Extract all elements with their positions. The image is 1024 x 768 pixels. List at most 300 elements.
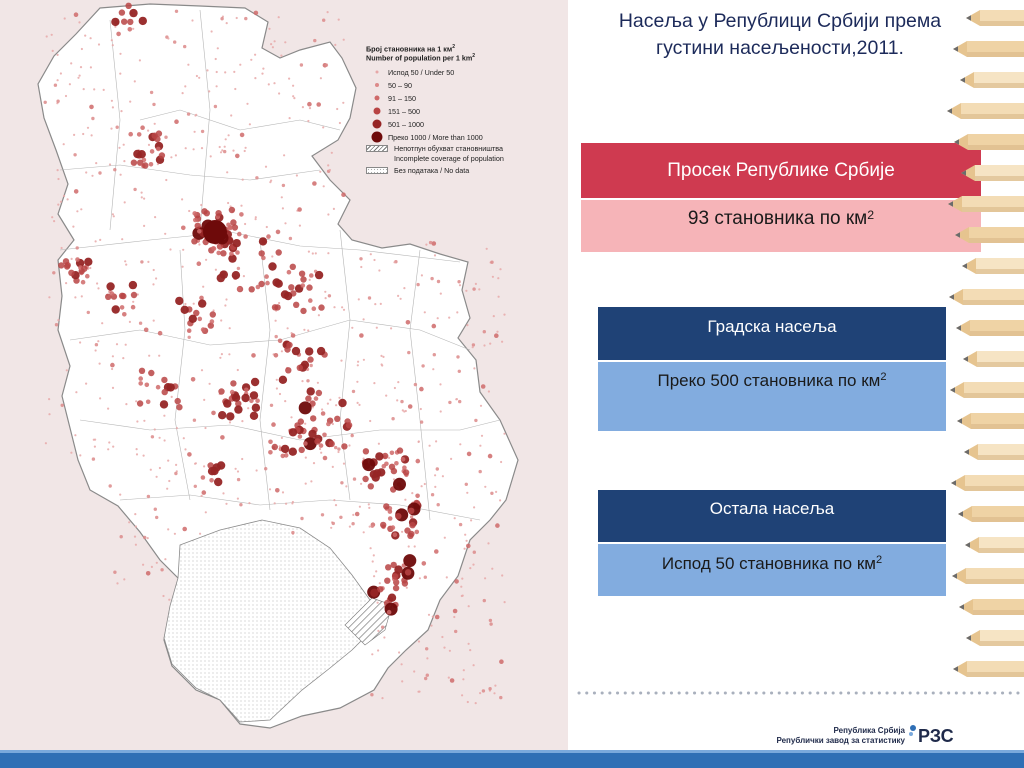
- legend-item-incomplete-en: Incomplete coverage of population: [394, 154, 504, 164]
- settlement-dot-under50: [121, 238, 123, 240]
- settlement-dot-under50: [378, 443, 380, 445]
- settlement-dot-c151-500: [210, 311, 216, 317]
- settlement-dot-under50: [185, 147, 187, 149]
- settlement-dot-under50: [240, 205, 242, 207]
- settlement-dot-under50: [228, 134, 230, 136]
- settlement-dot-under50: [335, 504, 337, 506]
- settlement-dot-c91-150: [314, 396, 319, 401]
- settlement-dot-under50: [142, 564, 144, 566]
- settlement-dot-c151-500: [384, 578, 390, 584]
- settlement-dot-c151-500: [229, 207, 235, 213]
- settlement-dot-under50: [434, 474, 436, 476]
- settlement-dot-under50: [155, 277, 157, 279]
- settlement-dot-under50: [99, 239, 101, 241]
- settlement-dot-under50: [377, 649, 379, 651]
- settlement-dot-c151-500: [383, 503, 389, 509]
- settlement-dot-under50: [225, 138, 227, 140]
- settlement-dot-under50: [165, 179, 167, 181]
- settlement-dot-under50: [494, 685, 496, 687]
- settlement-dot-c91-150: [85, 274, 90, 279]
- settlement-dot-under50: [467, 701, 469, 703]
- settlement-dot-under50: [333, 499, 335, 501]
- legend-item-151-500: 151 – 500: [366, 105, 562, 118]
- settlement-dot-c501-1000: [251, 378, 259, 386]
- settlement-dot-under50: [261, 73, 263, 75]
- settlement-dot-under50: [309, 107, 311, 109]
- settlement-dot-c151-500: [176, 404, 182, 410]
- settlement-dot-c151-500: [65, 262, 71, 268]
- settlement-dot-c91-150: [393, 532, 398, 537]
- settlement-dot-c50-90: [150, 91, 153, 94]
- settlement-dot-under50: [224, 304, 226, 306]
- settlement-dot-under50: [99, 363, 101, 365]
- settlement-dot-c50-90: [351, 522, 354, 525]
- settlement-dot-under50: [224, 71, 226, 73]
- settlement-dot-under50: [67, 198, 69, 200]
- settlement-dot-c50-90: [472, 343, 475, 346]
- settlement-dot-c151-500: [409, 522, 415, 528]
- settlement-dot-c91-150: [145, 383, 150, 388]
- pencil-icon: [955, 227, 1024, 243]
- settlement-dot-c91-150: [137, 132, 142, 137]
- settlement-dot-c151-500: [81, 266, 87, 272]
- settlement-dot-under50: [430, 625, 432, 627]
- settlement-dot-under50: [343, 39, 345, 41]
- settlement-dot-c91-150: [174, 119, 179, 124]
- pencil-icon: [960, 72, 1024, 88]
- settlement-dot-under50: [274, 502, 276, 504]
- legend-item-501-1000: 501 – 1000: [366, 118, 562, 131]
- settlement-dot-c91-150: [235, 250, 240, 255]
- settlement-dot-under50: [85, 383, 87, 385]
- settlement-dot-under50: [421, 485, 423, 487]
- settlement-dot-under50: [69, 83, 71, 85]
- settlement-dot-c91-150: [243, 234, 248, 239]
- settlement-dot-under50: [493, 315, 495, 317]
- settlement-dot-under50: [182, 266, 184, 268]
- settlement-dot-under50: [296, 174, 298, 176]
- settlement-dot-c91-150: [390, 451, 395, 456]
- settlement-dot-under50: [357, 361, 359, 363]
- pencil-icon: [952, 568, 1024, 584]
- settlement-dot-c91-150: [312, 181, 317, 186]
- settlement-dot-c91-150: [382, 464, 387, 469]
- settlement-dot-under50: [71, 258, 73, 260]
- settlement-dot-under50: [432, 368, 434, 370]
- settlement-dot-under50: [164, 558, 166, 560]
- settlement-dot-under50: [248, 502, 250, 504]
- settlement-dot-c151-500: [272, 444, 278, 450]
- settlement-dot-under50: [325, 297, 327, 299]
- settlement-dot-under50: [129, 321, 131, 323]
- settlement-dot-c151-500: [249, 286, 255, 292]
- settlement-dot-c91-150: [146, 571, 151, 576]
- settlement-dot-c50-90: [214, 105, 217, 108]
- settlement-dot-under50: [285, 503, 287, 505]
- settlement-dot-under50: [275, 320, 277, 322]
- settlement-dot-under50: [256, 469, 258, 471]
- settlement-dot-under50: [154, 123, 156, 125]
- settlement-dot-under50: [109, 163, 111, 165]
- settlement-dot-under50: [439, 383, 441, 385]
- settlement-dot-under50: [81, 295, 83, 297]
- settlement-dot-c91-150: [435, 615, 440, 620]
- settlement-dot-c91-150: [415, 494, 420, 499]
- settlement-dot-under50: [136, 420, 138, 422]
- settlement-dot-c151-500: [68, 270, 74, 276]
- settlement-dot-c50-90: [488, 687, 491, 690]
- settlement-dot-under50: [469, 649, 471, 651]
- settlement-dot-under50: [113, 215, 115, 217]
- settlement-dot-c151-500: [195, 223, 201, 229]
- settlement-dot-c91-150: [197, 229, 202, 234]
- settlement-dot-c91-150: [239, 212, 244, 217]
- settlement-dot-c50-90: [337, 447, 340, 450]
- settlement-dot-c501-1000: [338, 399, 346, 407]
- settlement-dot-c50-90: [456, 355, 459, 358]
- settlement-dot-under50: [124, 260, 126, 262]
- settlement-dot-c91-150: [406, 320, 411, 325]
- settlement-dot-c501-1000: [252, 404, 260, 412]
- settlement-dot-under50: [154, 216, 156, 218]
- settlement-dot-c50-90: [113, 168, 116, 171]
- settlement-dot-under50: [48, 398, 50, 400]
- settlement-dot-c50-90: [437, 280, 440, 283]
- settlement-dot-c50-90: [193, 419, 196, 422]
- settlement-dot-c50-90: [140, 260, 143, 263]
- settlement-dot-c91-150: [321, 411, 326, 416]
- settlement-dot-c50-90: [479, 470, 482, 473]
- settlement-dot-under50: [272, 46, 274, 48]
- settlement-dot-c151-500: [392, 573, 398, 579]
- settlement-dot-c91-150: [75, 257, 80, 262]
- settlement-dot-under50: [232, 150, 234, 152]
- republic-average-value: 93 становника по км $^2$: [581, 198, 981, 252]
- settlement-dot-c50-90: [368, 296, 371, 299]
- settlement-dot-under50: [72, 226, 74, 228]
- settlement-dot-c501-1000: [234, 405, 242, 413]
- settlement-dot-under50: [79, 454, 81, 456]
- settlement-dot-under50: [203, 399, 205, 401]
- settlement-dot-under50: [243, 275, 245, 277]
- settlement-dot-under50: [495, 491, 497, 493]
- settlement-dot-c151-500: [316, 390, 322, 396]
- settlement-dot-under50: [373, 575, 375, 577]
- settlement-dot-c91-150: [432, 324, 437, 329]
- settlement-dot-under50: [171, 396, 173, 398]
- settlement-dot-under50: [411, 492, 413, 494]
- settlement-dot-under50: [76, 210, 78, 212]
- map-legend: [366, 44, 562, 177]
- settlement-dot-c50-90: [139, 322, 142, 325]
- settlement-dot-c91-150: [312, 306, 317, 311]
- settlement-dot-c91-150: [419, 387, 424, 392]
- settlement-dot-c151-500: [159, 152, 165, 158]
- settlement-dot-c50-90: [370, 693, 373, 696]
- settlement-dot-under50: [245, 147, 247, 149]
- settlement-dot-under50: [322, 126, 324, 128]
- settlement-dot-c151-500: [397, 447, 403, 453]
- settlement-dot-under50: [292, 95, 294, 97]
- settlement-dot-c50-90: [91, 117, 94, 120]
- settlement-dot-under50: [352, 514, 354, 516]
- settlement-dot-under50: [351, 327, 353, 329]
- settlement-dot-under50: [132, 28, 134, 30]
- settlement-dot-c91-150: [408, 404, 413, 409]
- settlement-dot-under50: [90, 66, 92, 68]
- settlement-dot-under50: [473, 367, 475, 369]
- other-settlements-box: [598, 490, 946, 596]
- settlement-dot-under50: [118, 147, 120, 149]
- settlement-dot-under50: [484, 577, 486, 579]
- legend-item-nodata: Без података / No data: [366, 164, 562, 177]
- settlement-dot-c151-500: [139, 368, 145, 374]
- settlement-dot-under50: [79, 75, 81, 77]
- settlement-dot-c151-500: [368, 483, 374, 489]
- settlement-dot-c50-90: [458, 370, 461, 373]
- settlement-dot-under50: [360, 266, 362, 268]
- settlement-dot-under50: [327, 403, 329, 405]
- settlement-dot-under50: [305, 483, 307, 485]
- settlement-dot-c91-150: [256, 285, 261, 290]
- settlement-dot-under50: [112, 44, 114, 46]
- bottom-bar: [0, 750, 1024, 768]
- settlement-dot-under50: [63, 143, 65, 145]
- settlement-dot-under50: [383, 636, 385, 638]
- settlement-dot-c91-150: [156, 385, 161, 390]
- settlement-dot-under50: [168, 599, 170, 601]
- settlement-dot-c501-1000: [133, 150, 141, 158]
- settlement-dot-c50-90: [499, 696, 502, 699]
- settlement-dot-under50: [459, 284, 461, 286]
- settlement-dot-c50-90: [275, 335, 278, 338]
- settlement-dot-c151-500: [300, 276, 306, 282]
- settlement-dot-c91-150: [309, 273, 314, 278]
- settlement-dot-under50: [348, 444, 350, 446]
- settlement-dot-c151-500: [329, 441, 335, 447]
- settlement-dot-under50: [141, 196, 143, 198]
- settlement-dot-under50: [397, 381, 399, 383]
- settlement-dot-c151-500: [310, 415, 316, 421]
- settlement-dot-under50: [221, 149, 223, 151]
- settlement-dot-c50-90: [407, 351, 410, 354]
- settlement-dot-under50: [80, 208, 82, 210]
- settlement-dot-under50: [122, 357, 124, 359]
- settlement-dot-under50: [201, 147, 203, 149]
- settlement-dot-c501-1000: [317, 347, 325, 355]
- settlement-dot-under50: [269, 488, 271, 490]
- settlement-dot-c91-150: [244, 388, 249, 393]
- settlement-dot-c151-500: [404, 527, 410, 533]
- settlement-dot-under50: [385, 395, 387, 397]
- settlement-dot-under50: [53, 220, 55, 222]
- settlement-dot-under50: [313, 462, 315, 464]
- settlement-dot-under50: [475, 702, 477, 704]
- settlement-dot-under50: [462, 678, 464, 680]
- settlement-dot-under50: [57, 169, 59, 171]
- settlement-dot-under50: [309, 279, 311, 281]
- settlement-dot-c91-150: [201, 327, 206, 332]
- settlement-dot-c91-150: [156, 147, 161, 152]
- pencil-icon: [954, 134, 1024, 150]
- pencil-icon: [956, 320, 1024, 336]
- settlement-dot-under50: [201, 369, 203, 371]
- settlement-dot-under50: [414, 545, 416, 547]
- settlement-dot-under50: [194, 131, 196, 133]
- settlement-dot-under50: [456, 311, 458, 313]
- settlement-dot-under50: [413, 670, 415, 672]
- settlement-dot-under50: [169, 248, 171, 250]
- settlement-dot-under50: [74, 296, 76, 298]
- settlement-dot-c91-150: [278, 339, 283, 344]
- settlement-dot-c91-150: [326, 422, 331, 427]
- settlement-dot-c50-90: [426, 674, 429, 677]
- settlement-dot-under50: [332, 466, 334, 468]
- settlement-dot-c151-500: [300, 308, 306, 314]
- settlement-dot-under50: [332, 423, 334, 425]
- settlement-dot-under50: [396, 399, 398, 401]
- settlement-dot-under50: [289, 117, 291, 119]
- settlement-dot-under50: [201, 495, 203, 497]
- pencil-icon: [966, 10, 1024, 26]
- settlement-dot-under50: [448, 317, 450, 319]
- settlement-dot-c91-150: [298, 434, 303, 439]
- settlement-dot-c50-90: [457, 280, 460, 283]
- settlement-dot-under50: [331, 152, 333, 154]
- settlement-dot-c50-90: [332, 522, 335, 525]
- settlement-dot-c50-90: [490, 492, 493, 495]
- settlement-dot-c91-150: [187, 328, 192, 333]
- settlement-dot-under50: [48, 413, 50, 415]
- settlement-dot-under50: [373, 259, 375, 261]
- settlement-dot-under50: [282, 207, 284, 209]
- settlement-dot-c151-500: [127, 19, 133, 25]
- settlement-dot-c50-90: [55, 323, 58, 326]
- settlement-dot-c501-1000: [111, 18, 119, 26]
- settlement-dot-under50: [193, 303, 195, 305]
- settlement-dot-c91-150: [116, 32, 121, 37]
- settlement-dot-under50: [209, 383, 211, 385]
- rzs-logo-icon: [908, 722, 984, 746]
- settlement-dot-c50-90: [255, 176, 258, 179]
- settlement-dot-under50: [229, 327, 231, 329]
- settlement-dot-under50: [493, 692, 495, 694]
- settlement-dot-under50: [167, 460, 169, 462]
- settlement-dot-under50: [61, 247, 63, 249]
- settlement-dot-c50-90: [44, 101, 47, 104]
- settlement-dot-under50: [163, 415, 165, 417]
- settlement-dot-c151-500: [290, 264, 296, 270]
- settlement-dot-c151-500: [274, 304, 280, 310]
- settlement-dot-c50-90: [420, 420, 423, 423]
- settlement-dot-c501-1000: [241, 394, 249, 402]
- settlement-dot-under50: [479, 445, 481, 447]
- settlement-dot-c50-90: [54, 84, 57, 87]
- settlement-dot-under50: [48, 296, 50, 298]
- settlement-dot-under50: [290, 416, 292, 418]
- settlement-dot-under50: [262, 68, 264, 70]
- settlement-dot-under50: [373, 554, 375, 556]
- settlement-dot-under50: [317, 382, 319, 384]
- settlement-dot-c91-150: [197, 261, 202, 266]
- settlement-dot-under50: [116, 582, 118, 584]
- settlement-dot-c50-90: [151, 435, 154, 438]
- settlement-dot-under50: [219, 357, 221, 359]
- settlement-dot-c91-150: [110, 363, 115, 368]
- settlement-dot-c91-150: [89, 105, 94, 110]
- settlement-dot-under50: [337, 451, 339, 453]
- settlement-dot-c50-90: [313, 39, 316, 42]
- settlement-dot-c501-1000: [167, 383, 175, 391]
- settlement-dot-c91-150: [264, 274, 269, 279]
- legend-item-91-150: 91 – 150: [366, 92, 562, 105]
- settlement-dot-under50: [503, 314, 505, 316]
- settlement-dot-c91-150: [308, 298, 313, 303]
- settlement-dot-c501-1000: [370, 589, 378, 597]
- settlement-dot-under50: [135, 544, 137, 546]
- settlement-dot-under50: [291, 502, 293, 504]
- settlement-dot-under50: [484, 486, 486, 488]
- settlement-dot-under50: [305, 457, 307, 459]
- settlement-dot-c151-500: [161, 377, 167, 383]
- settlement-dot-under50: [499, 268, 501, 270]
- settlement-dot-under50: [327, 252, 329, 254]
- settlement-dot-under50: [188, 210, 190, 212]
- settlement-dot-c50-90: [244, 17, 247, 20]
- settlement-dot-under50: [52, 50, 54, 52]
- settlement-dot-c91-150: [140, 125, 145, 130]
- settlement-dot-c501-1000: [394, 565, 402, 573]
- settlement-dot-c151-500: [306, 284, 312, 290]
- settlement-dot-c50-90: [424, 576, 427, 579]
- settlement-dot-under50: [464, 534, 466, 536]
- settlement-dot-under50: [443, 647, 445, 649]
- settlement-dot-c50-90: [61, 404, 64, 407]
- settlement-dot-under50: [89, 267, 91, 269]
- settlement-dot-under50: [64, 17, 66, 19]
- settlement-dot-under50: [159, 437, 161, 439]
- settlement-dot-c151-500: [395, 513, 401, 519]
- settlement-dot-c91-150: [307, 102, 312, 107]
- settlement-dot-under50: [425, 244, 427, 246]
- settlement-dot-c501-1000: [218, 411, 226, 419]
- settlement-dot-under50: [97, 287, 99, 289]
- settlement-dot-under50: [110, 128, 112, 130]
- settlement-dot-c501-1000: [232, 394, 240, 402]
- settlement-dot-under50: [167, 37, 169, 39]
- settlement-dot-under50: [271, 255, 273, 257]
- settlement-dot-under50: [98, 43, 100, 45]
- settlement-dot-c50-90: [381, 626, 384, 629]
- settlement-dot-under50: [111, 39, 113, 41]
- settlement-dot-under50: [233, 71, 235, 73]
- settlement-dot-under50: [226, 22, 228, 24]
- settlement-dot-c151-500: [230, 380, 236, 386]
- settlement-dot-c91-150: [146, 400, 151, 405]
- settlement-dot-c50-90: [424, 677, 427, 680]
- settlement-dot-c50-90: [239, 503, 242, 506]
- settlement-dot-c151-500: [276, 249, 282, 255]
- settlement-dot-c91-150: [211, 411, 216, 416]
- settlement-dot-under50: [119, 73, 121, 75]
- settlement-dot-under50: [225, 298, 227, 300]
- settlement-dot-c91-150: [193, 218, 198, 223]
- settlement-dot-c91-150: [220, 435, 225, 440]
- settlement-dot-c50-90: [448, 401, 451, 404]
- settlement-dot-under50: [198, 77, 200, 79]
- settlement-dot-c151-500: [121, 19, 127, 25]
- settlement-dot-over1000: [385, 603, 398, 616]
